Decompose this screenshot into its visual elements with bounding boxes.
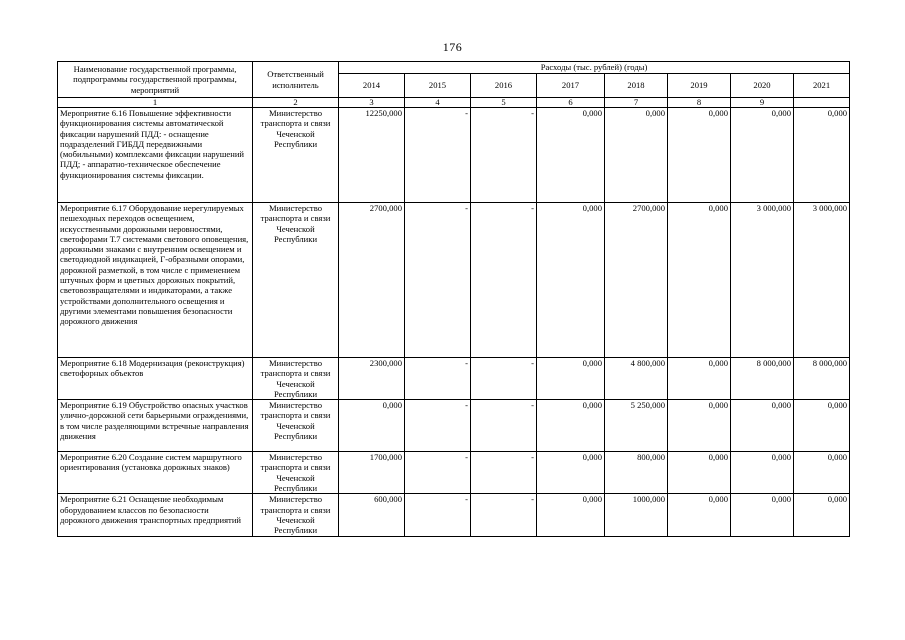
expense-value: 0,000: [794, 494, 850, 536]
measure-name: Мероприятие 6.18 Модернизация (реконструкция) светофорных объектов: [58, 358, 253, 400]
header-year: 2021: [794, 74, 850, 98]
header-year: 2019: [668, 74, 731, 98]
expense-value: -: [405, 108, 471, 203]
header-expenses: Расходы (тыс. рублей) (годы): [339, 62, 850, 74]
measure-name: Мероприятие 6.20 Создание систем маршрутного ориентирования (установка дорожных знаков): [58, 452, 253, 494]
column-number: 9: [731, 98, 794, 108]
expense-value: 600,000: [339, 494, 405, 536]
expense-value: 5 250,000: [605, 400, 668, 452]
table-row: [58, 494, 850, 536]
expense-value: -: [405, 494, 471, 536]
header-year: 2016: [471, 74, 537, 98]
column-number-row: [58, 98, 850, 108]
expense-value: -: [471, 452, 537, 494]
executor-name: Министерство транспорта и связи Чеченской Республики: [253, 400, 339, 452]
measure-name: Мероприятие 6.16 Повышение эффективности функционирования системы автоматической фиксации нарушений ПДД: - оснащение подразделений ГИБДД передвижными (мобильными) комплексами фиксации нарушений ПДД; - аппаратно-техническое обеспечение функционирования системы фиксации.: [58, 108, 253, 203]
expense-value: 0,000: [537, 358, 605, 400]
expense-value: 3 000,000: [731, 203, 794, 358]
column-number: 2: [253, 98, 339, 108]
column-number: 6: [537, 98, 605, 108]
expense-value: 0,000: [794, 452, 850, 494]
expense-value: -: [471, 494, 537, 536]
executor-name: Министерство транспорта и связи Чеченской Республики: [253, 494, 339, 536]
expense-value: 0,000: [668, 400, 731, 452]
expense-value: 0,000: [731, 494, 794, 536]
column-number: 7: [605, 98, 668, 108]
table-row: [58, 400, 850, 452]
table-row: [58, 452, 850, 494]
executor-name: Министерство транспорта и связи Чеченской Республики: [253, 203, 339, 358]
expense-value: 1000,000: [605, 494, 668, 536]
expense-value: 0,000: [731, 108, 794, 203]
header-year: 2018: [605, 74, 668, 98]
expense-value: 12250,000: [339, 108, 405, 203]
executor-name: Министерство транспорта и связи Чеченской Республики: [253, 108, 339, 203]
expense-value: -: [405, 400, 471, 452]
expense-value: -: [471, 108, 537, 203]
expense-value: 0,000: [668, 203, 731, 358]
expense-value: 2700,000: [339, 203, 405, 358]
expense-value: -: [471, 400, 537, 452]
executor-name: Министерство транспорта и связи Чеченской Республики: [253, 358, 339, 400]
expense-value: 3 000,000: [794, 203, 850, 358]
expense-value: -: [471, 203, 537, 358]
measure-name: Мероприятие 6.19 Обустройство опасных участков улично-дорожной сети барьерными ограждениями, в том числе разделяющими встречные направления движения: [58, 400, 253, 452]
expense-value: 1700,000: [339, 452, 405, 494]
expense-value: 4 800,000: [605, 358, 668, 400]
header-executor: Ответственный исполнитель: [253, 62, 339, 98]
measure-name: Мероприятие 6.21 Оснащение необходимым оборудованием классов по безопасности дорожного движения транспортных предприятий: [58, 494, 253, 536]
expense-value: 0,000: [537, 452, 605, 494]
expenses-table: [57, 61, 850, 537]
expense-value: 8 000,000: [794, 358, 850, 400]
column-number: 4: [405, 98, 471, 108]
expense-value: 0,000: [339, 400, 405, 452]
table-row: [58, 358, 850, 400]
expense-value: -: [405, 452, 471, 494]
expense-value: 2700,000: [605, 203, 668, 358]
expense-value: 0,000: [731, 452, 794, 494]
column-number: 5: [471, 98, 537, 108]
expense-value: 2300,000: [339, 358, 405, 400]
expense-value: 0,000: [794, 108, 850, 203]
expense-value: 0,000: [668, 108, 731, 203]
measure-name: Мероприятие 6.17 Оборудование нерегулируемых пешеходных переходов освещением, искусственными дорожными неровностями, светофорами Т.7 системами светового оповещения, дорожными знаками с внутренним освещением и светодиодной индикацией, Г-образными опорами, дорожной разметкой, в том числе с применением штучных форм и цветных дорожных покрытий, световозвращателями и индикаторами, а также устройствами дополнительного освещения и другими элементами повышения безопасности дорожного движения: [58, 203, 253, 358]
expense-value: 0,000: [537, 494, 605, 536]
header-year: 2015: [405, 74, 471, 98]
column-number: [794, 98, 850, 108]
column-number: 3: [339, 98, 405, 108]
expense-value: 0,000: [537, 203, 605, 358]
expense-value: 0,000: [668, 494, 731, 536]
expense-value: 800,000: [605, 452, 668, 494]
column-number: 1: [58, 98, 253, 108]
header-year: 2017: [537, 74, 605, 98]
executor-name: Министерство транспорта и связи Чеченской Республики: [253, 452, 339, 494]
header-year: 2014: [339, 74, 405, 98]
expense-value: 0,000: [794, 400, 850, 452]
expense-value: 0,000: [605, 108, 668, 203]
expense-value: 0,000: [668, 452, 731, 494]
expense-value: 0,000: [537, 400, 605, 452]
page-number: 176: [442, 40, 463, 54]
header-year: 2020: [731, 74, 794, 98]
table-row: [58, 203, 850, 358]
expense-value: 8 000,000: [731, 358, 794, 400]
expense-value: -: [405, 358, 471, 400]
expense-value: 0,000: [537, 108, 605, 203]
header-name: Наименование государственной программы, подпрограммы государственной программы, мероприятий: [58, 62, 253, 98]
expense-value: 0,000: [731, 400, 794, 452]
expense-value: -: [405, 203, 471, 358]
expense-value: -: [471, 358, 537, 400]
expense-value: 0,000: [668, 358, 731, 400]
column-number: 8: [668, 98, 731, 108]
table-row: [58, 108, 850, 203]
